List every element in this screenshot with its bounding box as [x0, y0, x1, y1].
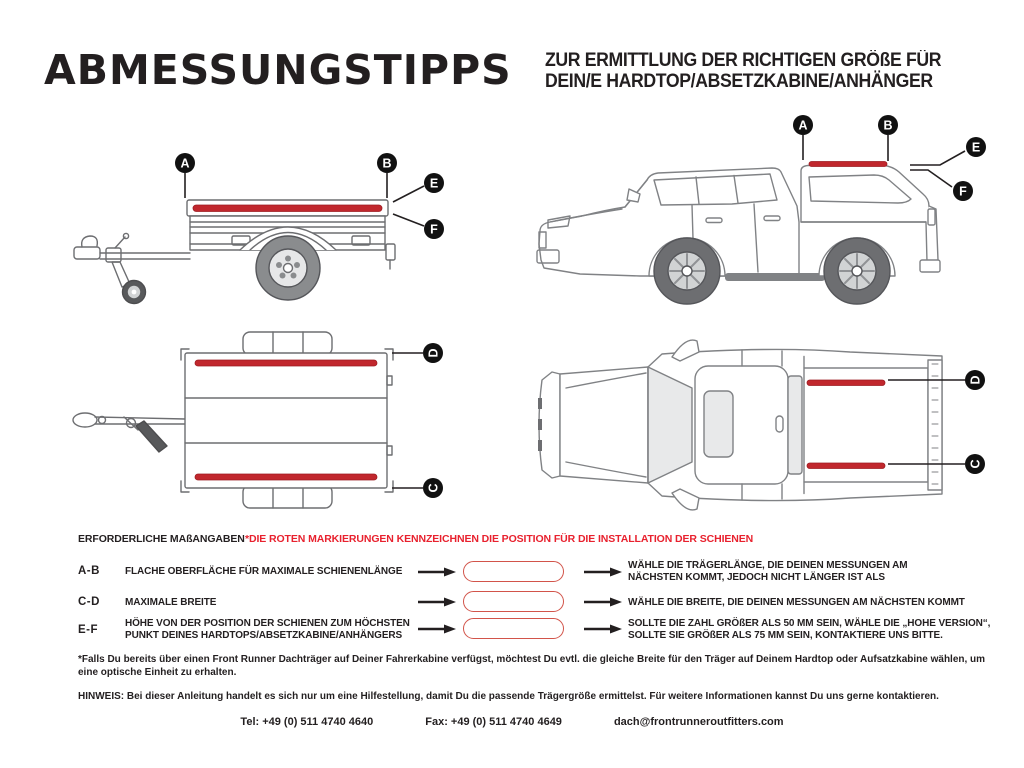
- contact-fax: Fax: +49 (0) 511 4740 4649: [425, 716, 562, 728]
- legend-red-note: *DIE ROTEN MARKIERUNGEN KENNZEICHNEN DIE POSITION FÜR DIE INSTALLATION DER SCHIENEN: [245, 533, 754, 545]
- truck-side-view-diagram: [520, 110, 1000, 320]
- trailer-side-view-diagram: [40, 140, 460, 320]
- marker-d-label: D: [426, 348, 441, 358]
- truck-top-red-stripe-top: [807, 380, 885, 386]
- legend-desc-ef: SOLLTE DIE ZAHL GRÖßER ALS 50 MM SEIN, WÄHLE DIE „HOHE VERSION“, SOLLTE SIE GRÖßER ALS 75 MM SEIN, KONTAKTIERE UNS BITTE.: [628, 618, 991, 641]
- legend-code-cd: C-D: [78, 596, 100, 608]
- marker-f-label: F: [430, 222, 438, 237]
- legend-heading: ERFORDERLICHE MAßANGABEN: [78, 533, 245, 545]
- subtitle-line-2: DEIN/E HARDTOP/ABSETZKABINE/ANHÄNGER: [545, 71, 933, 92]
- trailer-top-markers: [423, 343, 443, 498]
- measurement-input-pill-cd[interactable]: [463, 591, 564, 612]
- contact-line: [0, 716, 1024, 728]
- contact-email: dach@frontrunneroutfitters.com: [613, 716, 784, 728]
- legend-desc-ab: WÄHLE DIE TRÄGERLÄNGE, DIE DEINEN MESSUNGEN AM NÄCHSTEN KOMMT, JEDOCH NICHT LÄNGER IST ALS: [628, 560, 908, 583]
- asterisk-footnote: *Falls Du bereits über einen Front Runner Dachträger auf Deiner Fahrerkabine verfügst, möchtest Du evtl. die gleiche Breite für den Träger auf Deinem Hardtop oder Aufsatzkabine wählen, um eine optische Einheit zu erhalten.: [78, 654, 986, 678]
- truck-top-view-diagram: [520, 330, 1000, 520]
- page-title: ABMESSUNGSTIPPS: [44, 46, 512, 94]
- marker-b-label: B: [883, 118, 893, 133]
- legend-label-ef: HÖHE VON DER POSITION DER SCHIENEN ZUM HÖCHSTEN PUNKT DEINES HARDTOPS/ABSETZKABINE/ANHÄNGERS: [125, 618, 410, 641]
- trailer-top-red-stripe-bottom: [195, 474, 377, 480]
- truck-top-markers: [965, 370, 985, 474]
- arrow-right-icon: [584, 597, 622, 607]
- legend-code-ab: A-B: [78, 565, 100, 577]
- arrow-right-icon: [418, 597, 456, 607]
- hinweis-note: HINWEIS: Bei dieser Anleitung handelt es sich nur um eine Hilfestellung, damit Du die passende Trägergröße ermittelst. Für weitere Informationen kannst Du uns gerne kontaktieren.: [78, 691, 939, 702]
- marker-c-label: C: [968, 459, 983, 469]
- truck-side-canopy-red-stripe: [809, 162, 887, 167]
- trailer-side-rail-red-stripe: [193, 205, 382, 212]
- contact-tel: Tel: +49 (0) 511 4740 4640: [240, 716, 374, 728]
- truck-top-red-stripe-bottom: [807, 463, 885, 469]
- page-subtitle: [545, 50, 941, 92]
- marker-d-label: D: [968, 375, 983, 385]
- marker-f-label: F: [959, 184, 967, 199]
- trailer-top-view-diagram: [40, 320, 460, 520]
- legend-label-cd: MAXIMALE BREITE: [125, 597, 217, 608]
- arrow-right-icon: [584, 567, 622, 577]
- arrow-right-icon: [418, 624, 456, 634]
- legend-label-ab: FLACHE OBERFLÄCHE FÜR MAXIMALE SCHIENENLÄNGE: [125, 566, 403, 577]
- subtitle-line-1: ZUR ERMITTLUNG DER RICHTIGEN GRÖßE FÜR: [545, 50, 942, 71]
- marker-e-label: E: [971, 140, 981, 155]
- measurement-input-pill-ef[interactable]: [463, 618, 564, 639]
- measurement-input-pill-ab[interactable]: [463, 561, 564, 582]
- legend-desc-cd: WÄHLE DIE BREITE, DIE DEINEN MESSUNGEN AM NÄCHSTEN KOMMT: [628, 597, 965, 608]
- trailer-top-red-stripe-top: [195, 360, 377, 366]
- arrow-right-icon: [584, 624, 622, 634]
- marker-c-label: C: [426, 483, 441, 493]
- marker-e-label: E: [429, 176, 439, 191]
- legend-code-ef: E-F: [78, 624, 99, 636]
- arrow-right-icon: [418, 567, 456, 577]
- marker-a-label: A: [798, 118, 808, 133]
- marker-b-label: B: [382, 156, 392, 171]
- marker-a-label: A: [180, 156, 190, 171]
